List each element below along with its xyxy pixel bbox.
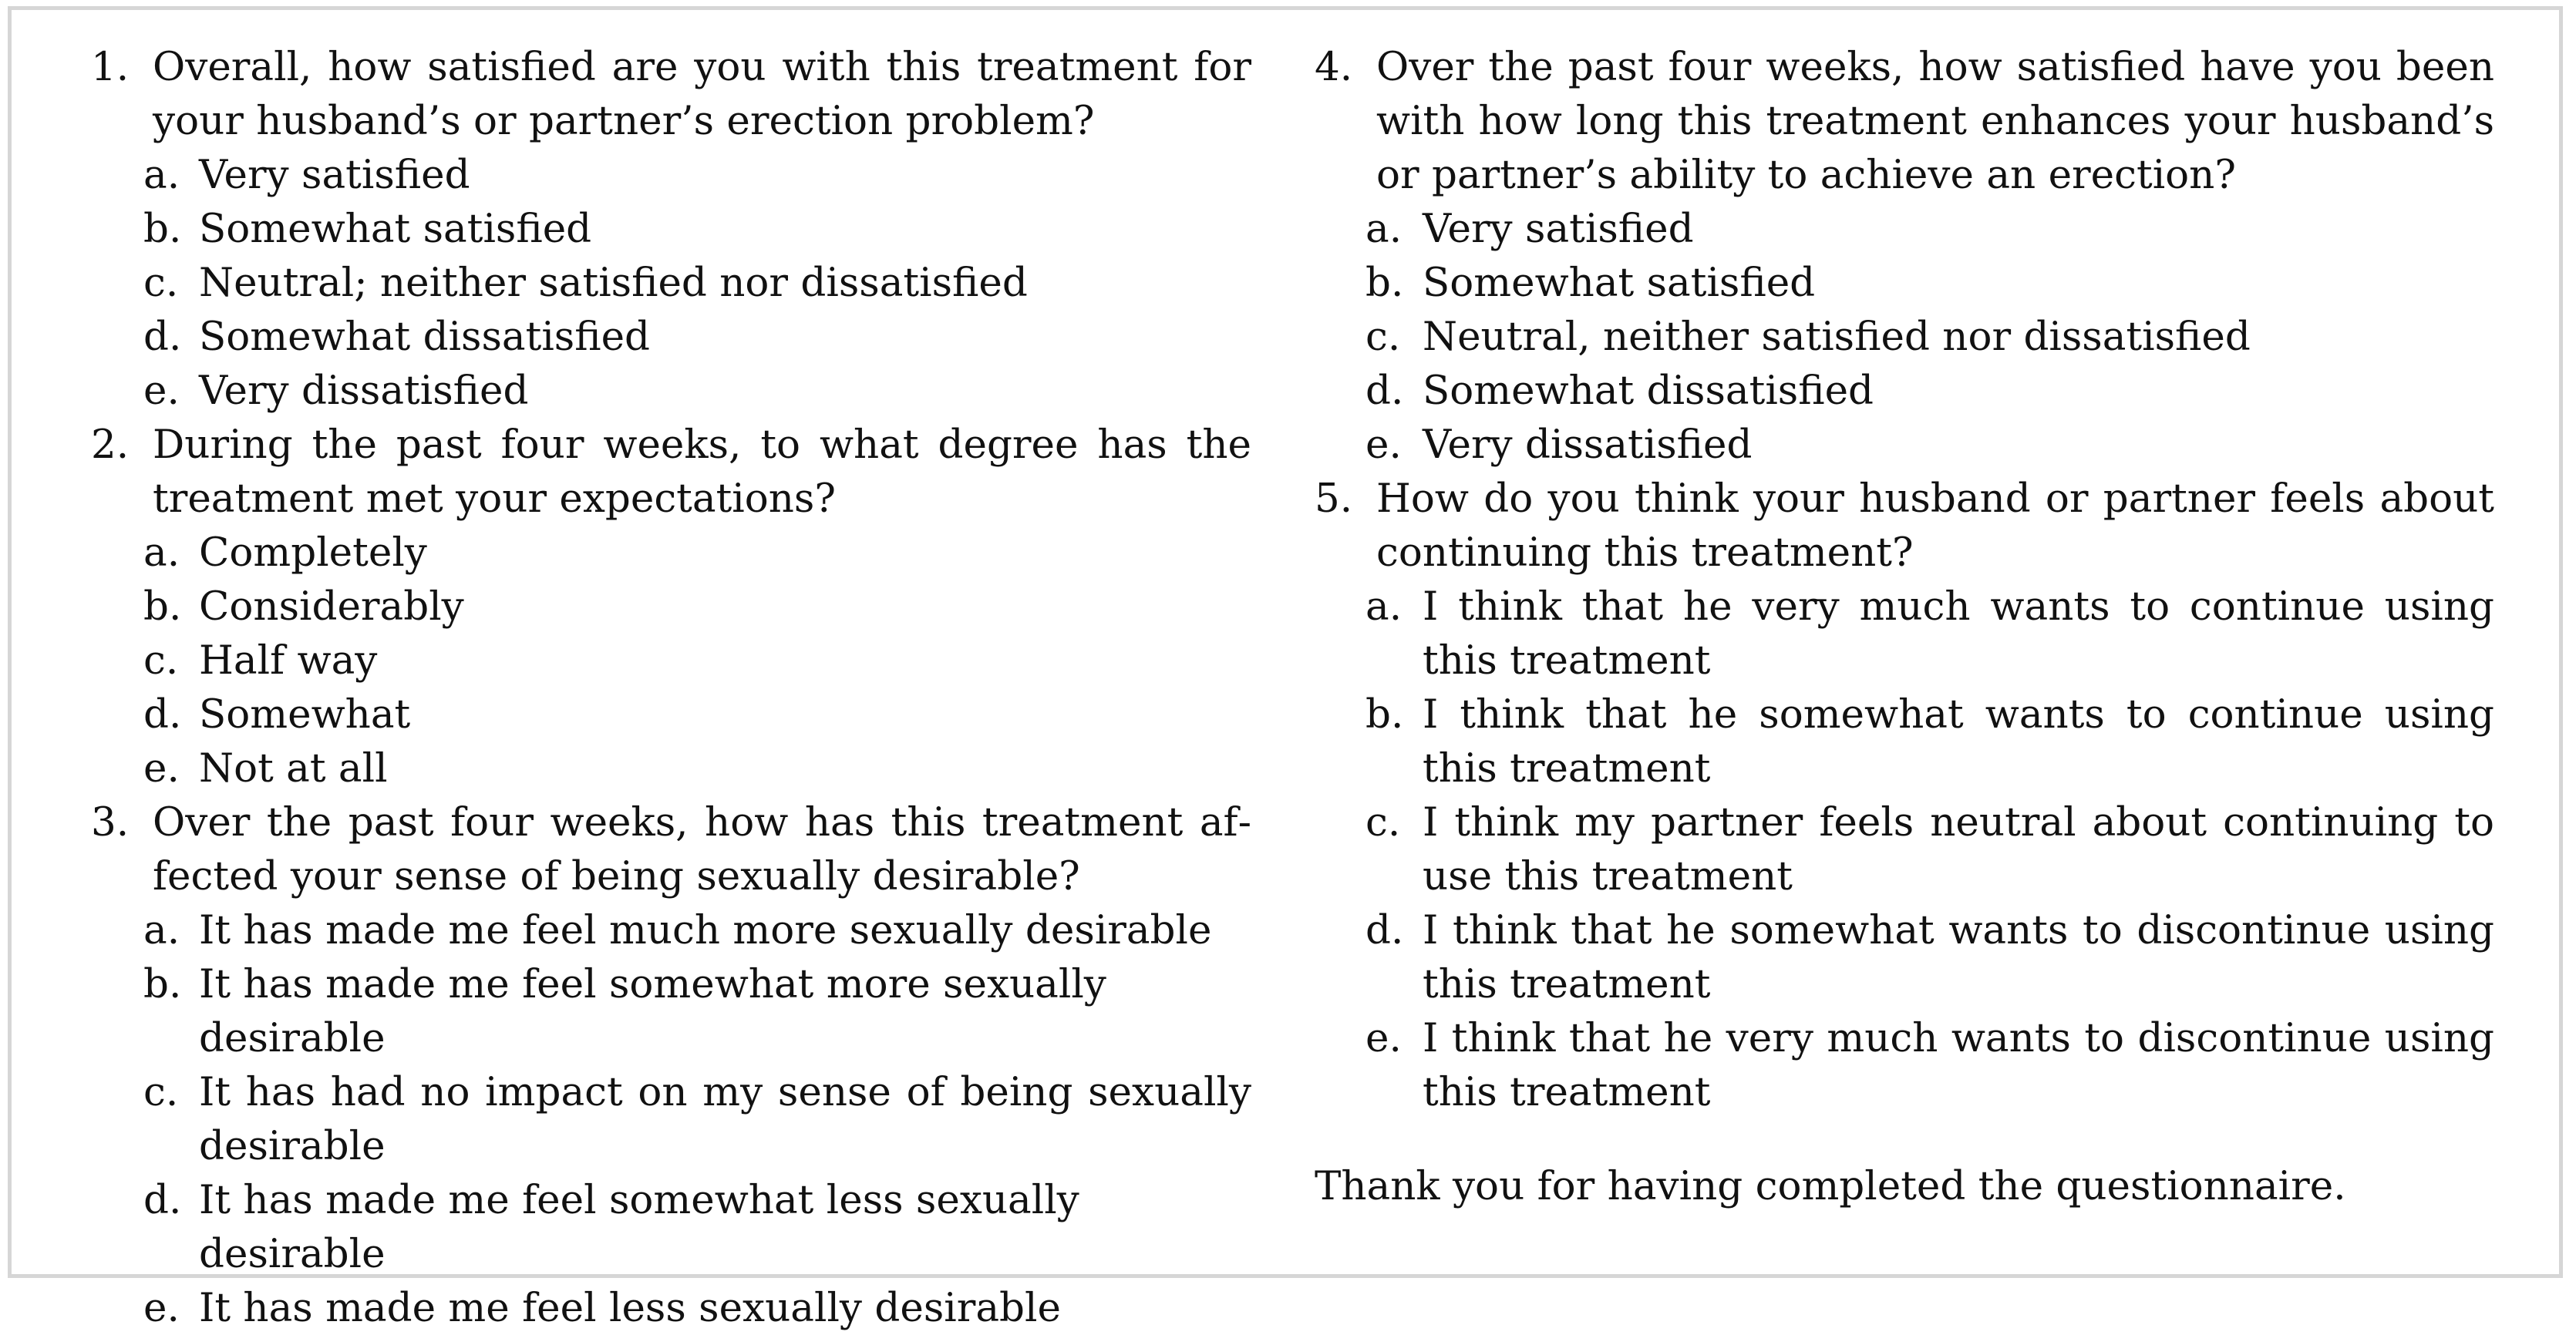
- option-text: It has made me feel less sexually desirable: [199, 1285, 1061, 1331]
- question-5-prompt: [1315, 472, 2494, 580]
- question-2: [91, 418, 1251, 795]
- option-text: Very dissatisfied: [199, 368, 529, 414]
- option-letter: d.: [1365, 368, 1404, 414]
- question-text: How do you think your husband or partner feels about continuing this treatment?: [1376, 476, 2494, 576]
- option-text: I think that he somewhat wants to discontinue using this treatment: [1423, 907, 2494, 1007]
- question-number: 5.: [1315, 476, 1353, 522]
- option-letter: a.: [143, 907, 180, 953]
- option-letter: d.: [143, 1177, 182, 1223]
- option-letter: a.: [1365, 583, 1402, 630]
- question-5: [1315, 472, 2494, 1119]
- option-letter: e.: [143, 745, 180, 792]
- option-text: I think that he very much wants to continue using this treatment: [1423, 583, 2494, 684]
- answer-option: [91, 741, 1251, 795]
- option-text: Very satisfied: [1423, 206, 1694, 252]
- answer-option: [1315, 256, 2494, 310]
- question-1: [91, 40, 1251, 418]
- question-3-prompt: [91, 795, 1251, 903]
- option-letter: e.: [1365, 422, 1402, 468]
- answer-option: [91, 526, 1251, 580]
- question-text: Over the past four weeks, how has this treatment affected your sense of being sexually desirable?: [153, 799, 1251, 900]
- question-2-prompt: [91, 418, 1251, 526]
- option-text: Neutral, neither satisfied nor dissatisfied: [1423, 314, 2251, 360]
- option-text: I think that he very much wants to discontinue using this treatment: [1423, 1015, 2494, 1115]
- question-number: 2.: [91, 422, 130, 468]
- option-text: Half way: [199, 637, 378, 684]
- answer-option: [91, 688, 1251, 741]
- option-text: Very satisfied: [199, 152, 470, 198]
- option-letter: d.: [143, 691, 182, 738]
- question-text: During the past four weeks, to what degree has the treatment met your expectations?: [153, 422, 1251, 522]
- option-letter: d.: [143, 314, 182, 360]
- answer-option: [91, 148, 1251, 202]
- option-text: Somewhat satisfied: [1423, 260, 1816, 306]
- option-text: Somewhat dissatisfied: [1423, 368, 1874, 414]
- answer-option: [1315, 903, 2494, 1011]
- answer-option: [1315, 418, 2494, 472]
- question-1-prompt: [91, 40, 1251, 148]
- option-letter: e.: [143, 1285, 180, 1331]
- answer-option: [91, 903, 1251, 957]
- question-number: 4.: [1315, 44, 1353, 90]
- answer-option: [91, 364, 1251, 418]
- option-text: It has made me feel somewhat more sexually desirable: [199, 961, 1106, 1061]
- answer-option: [91, 202, 1251, 256]
- option-text: It has made me feel somewhat less sexually desirable: [199, 1177, 1079, 1277]
- option-text: I think my partner feels neutral about continuing to use this treatment: [1423, 799, 2494, 900]
- option-letter: a.: [1365, 206, 1402, 252]
- answer-option: [1315, 795, 2494, 903]
- option-text: Neutral; neither satisfied nor dissatisfied: [199, 260, 1028, 306]
- option-text: Somewhat satisfied: [199, 206, 592, 252]
- option-text: Somewhat dissatisfied: [199, 314, 651, 360]
- option-letter: b.: [1365, 691, 1404, 738]
- option-letter: e.: [1365, 1015, 1402, 1061]
- answer-option: [91, 957, 1251, 1065]
- question-text: Overall, how satisfied are you with this treatment for your husband’s or partner’s erection problem?: [153, 44, 1251, 144]
- answer-option: [1315, 202, 2494, 256]
- option-letter: d.: [1365, 907, 1404, 953]
- option-letter: e.: [143, 368, 180, 414]
- answer-option: [1315, 310, 2494, 364]
- option-text: Somewhat: [199, 691, 411, 738]
- option-letter: b.: [143, 206, 182, 252]
- option-letter: a.: [143, 152, 180, 198]
- answer-option: [91, 1173, 1251, 1281]
- question-4-prompt: [1315, 40, 2494, 202]
- option-text: Completely: [199, 530, 427, 576]
- closing-thank-you-text: Thank you for having completed the questionnaire.: [1315, 1163, 2346, 1209]
- answer-option: [91, 256, 1251, 310]
- answer-option: [1315, 580, 2494, 688]
- option-text: Considerably: [199, 583, 464, 630]
- question-number: 3.: [91, 799, 130, 846]
- answer-option: [1315, 1011, 2494, 1119]
- answer-option: [1315, 688, 2494, 795]
- answer-option: [1315, 364, 2494, 418]
- option-letter: c.: [143, 637, 179, 684]
- option-letter: c.: [1365, 799, 1401, 846]
- questionnaire-left-column: [91, 40, 1251, 1335]
- option-letter: b.: [143, 583, 182, 630]
- question-4: [1315, 40, 2494, 472]
- answer-option: [91, 634, 1251, 688]
- option-letter: b.: [143, 961, 182, 1007]
- option-letter: b.: [1365, 260, 1404, 306]
- option-text: Not at all: [199, 745, 388, 792]
- option-text: Very dissatisfied: [1423, 422, 1753, 468]
- option-text: I think that he somewhat wants to continue using this treatment: [1423, 691, 2494, 792]
- option-text: It has had no impact on my sense of being sexually desirable: [199, 1069, 1251, 1169]
- answer-option: [91, 1065, 1251, 1173]
- answer-option: [91, 310, 1251, 364]
- option-letter: c.: [143, 1069, 179, 1115]
- option-letter: a.: [143, 530, 180, 576]
- option-letter: c.: [143, 260, 179, 306]
- questionnaire-right-column: [1315, 40, 2494, 1119]
- question-3: [91, 795, 1251, 1335]
- option-letter: c.: [1365, 314, 1401, 360]
- question-number: 1.: [91, 44, 130, 90]
- answer-option: [91, 580, 1251, 634]
- question-text: Over the past four weeks, how satisfied have you been with how long this treatment enhances your husband’s or partner’s ability to achieve an erection?: [1376, 44, 2494, 198]
- option-text: It has made me feel much more sexually desirable: [199, 907, 1212, 953]
